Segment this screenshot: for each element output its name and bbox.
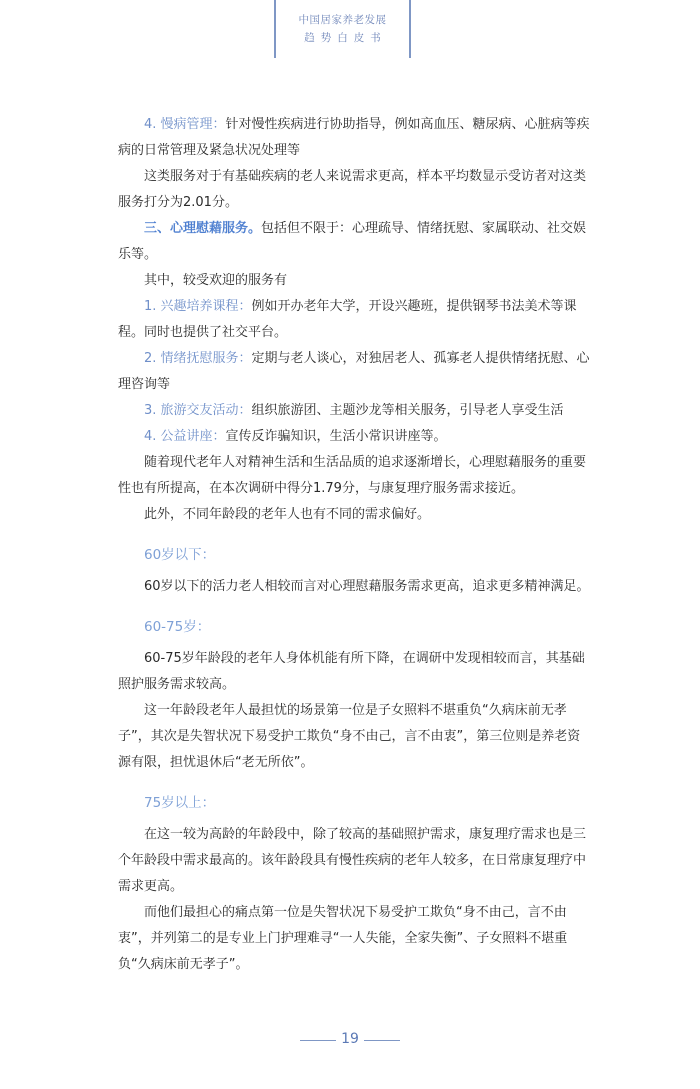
age-heading-60-75: 60-75岁：	[144, 619, 211, 635]
item-label: 4. 慢病管理：	[144, 117, 226, 132]
paragraph-age-intro: 此外，不同年龄段的老年人也有不同的需求偏好。	[144, 507, 431, 522]
item-text: 组织旅游团、主题沙龙等相关服务，引导老人享受生活	[251, 403, 564, 418]
header-title-line1: 中国居家养老发展	[298, 14, 387, 26]
item-label: 4. 公益讲座：	[144, 429, 226, 444]
item-label: 3. 旅游交友活动：	[144, 403, 252, 418]
item-text: 针对慢性疾病进行协助指导，例如高血压、糖尿病、心脏病等疾病的日常管理及紧急状况处理等	[118, 117, 590, 158]
paragraph-chronic-care	[118, 112, 592, 164]
item-label: 2. 情绪抚慰服务：	[144, 351, 252, 366]
item-text: 例如开办老年大学，开设兴趣班，提供钢琴书法美术等课程。同时也提供了社交平台。	[118, 299, 577, 340]
paragraph-travel	[118, 398, 592, 424]
paragraph-emotion	[118, 346, 592, 398]
paragraph-lecture	[118, 424, 592, 450]
paragraph-under-60: 60岁以下的活力老人相较而言对心理慰藉服务需求更高，追求更多精神满足。	[144, 579, 590, 594]
paragraph-over-75-worries: 而他们最担心的痛点第一位是失智状况下易受护工欺负“身不由己，言不由衷”，并列第二的是专业上门护理难寻“一人失能，全家失衡”、子女照料不堪重负“久病床前无孝子”。	[118, 905, 568, 972]
footer-rule-right	[364, 1040, 400, 1041]
section-text: 包括但不限于：心理疏导、情绪抚慰、家属联动、社交娱乐等。	[118, 221, 587, 262]
section-title: 三、心理慰藉服务。	[144, 221, 262, 236]
page-footer	[0, 1031, 700, 1051]
item-text: 定期与老人谈心，对独居老人、孤寡老人提供情绪抚慰、心理咨询等	[118, 351, 590, 392]
document-body	[118, 112, 592, 978]
header-title-line2: 趋势白皮书	[304, 32, 387, 44]
header-title-box	[274, 0, 411, 58]
paragraph-psych-score: 随着现代老年人对精神生活和生活品质的追求逐渐增长，心理慰藉服务的重要性也有所提高，在本次调研中得分1.79分，与康复理疗服务需求接近。	[118, 455, 587, 496]
paragraph-60-75-needs: 60-75岁年龄段的老年人身体机能有所下降，在调研中发现相较而言，其基础照护服务需求较高。	[118, 651, 585, 692]
paragraph-psych-intro	[118, 216, 592, 268]
age-heading-under-60: 60岁以下：	[144, 547, 216, 563]
paragraph-popular: 其中，较受欢迎的服务有	[144, 273, 288, 288]
age-heading-over-75: 75岁以上：	[144, 795, 216, 811]
paragraph-60-75-worries: 这一年龄段老年人最担忧的场景第一位是子女照料不堪重负“久病床前无孝子”，其次是失智状况下易受护工欺负“身不由己，言不由衷”，第三位则是养老资源有限，担忧退休后“老无所依”。	[118, 703, 581, 770]
item-label: 1. 兴趣培养课程：	[144, 299, 252, 314]
paragraph-over-75-needs: 在这一较为高龄的年龄段中，除了较高的基础照护需求，康复理疗需求也是三个年龄段中需求最高的。该年龄段具有慢性疾病的老年人较多，在日常康复理疗中需求更高。	[118, 827, 587, 894]
item-text: 宣传反诈骗知识，生活小常识讲座等。	[225, 429, 447, 444]
paragraph-interest	[118, 294, 592, 346]
paragraph-chronic-score: 这类服务对于有基础疾病的老人来说需求更高，样本平均数显示受访者对这类服务打分为2.01分。	[118, 169, 587, 210]
page-number: 19	[341, 1031, 359, 1047]
